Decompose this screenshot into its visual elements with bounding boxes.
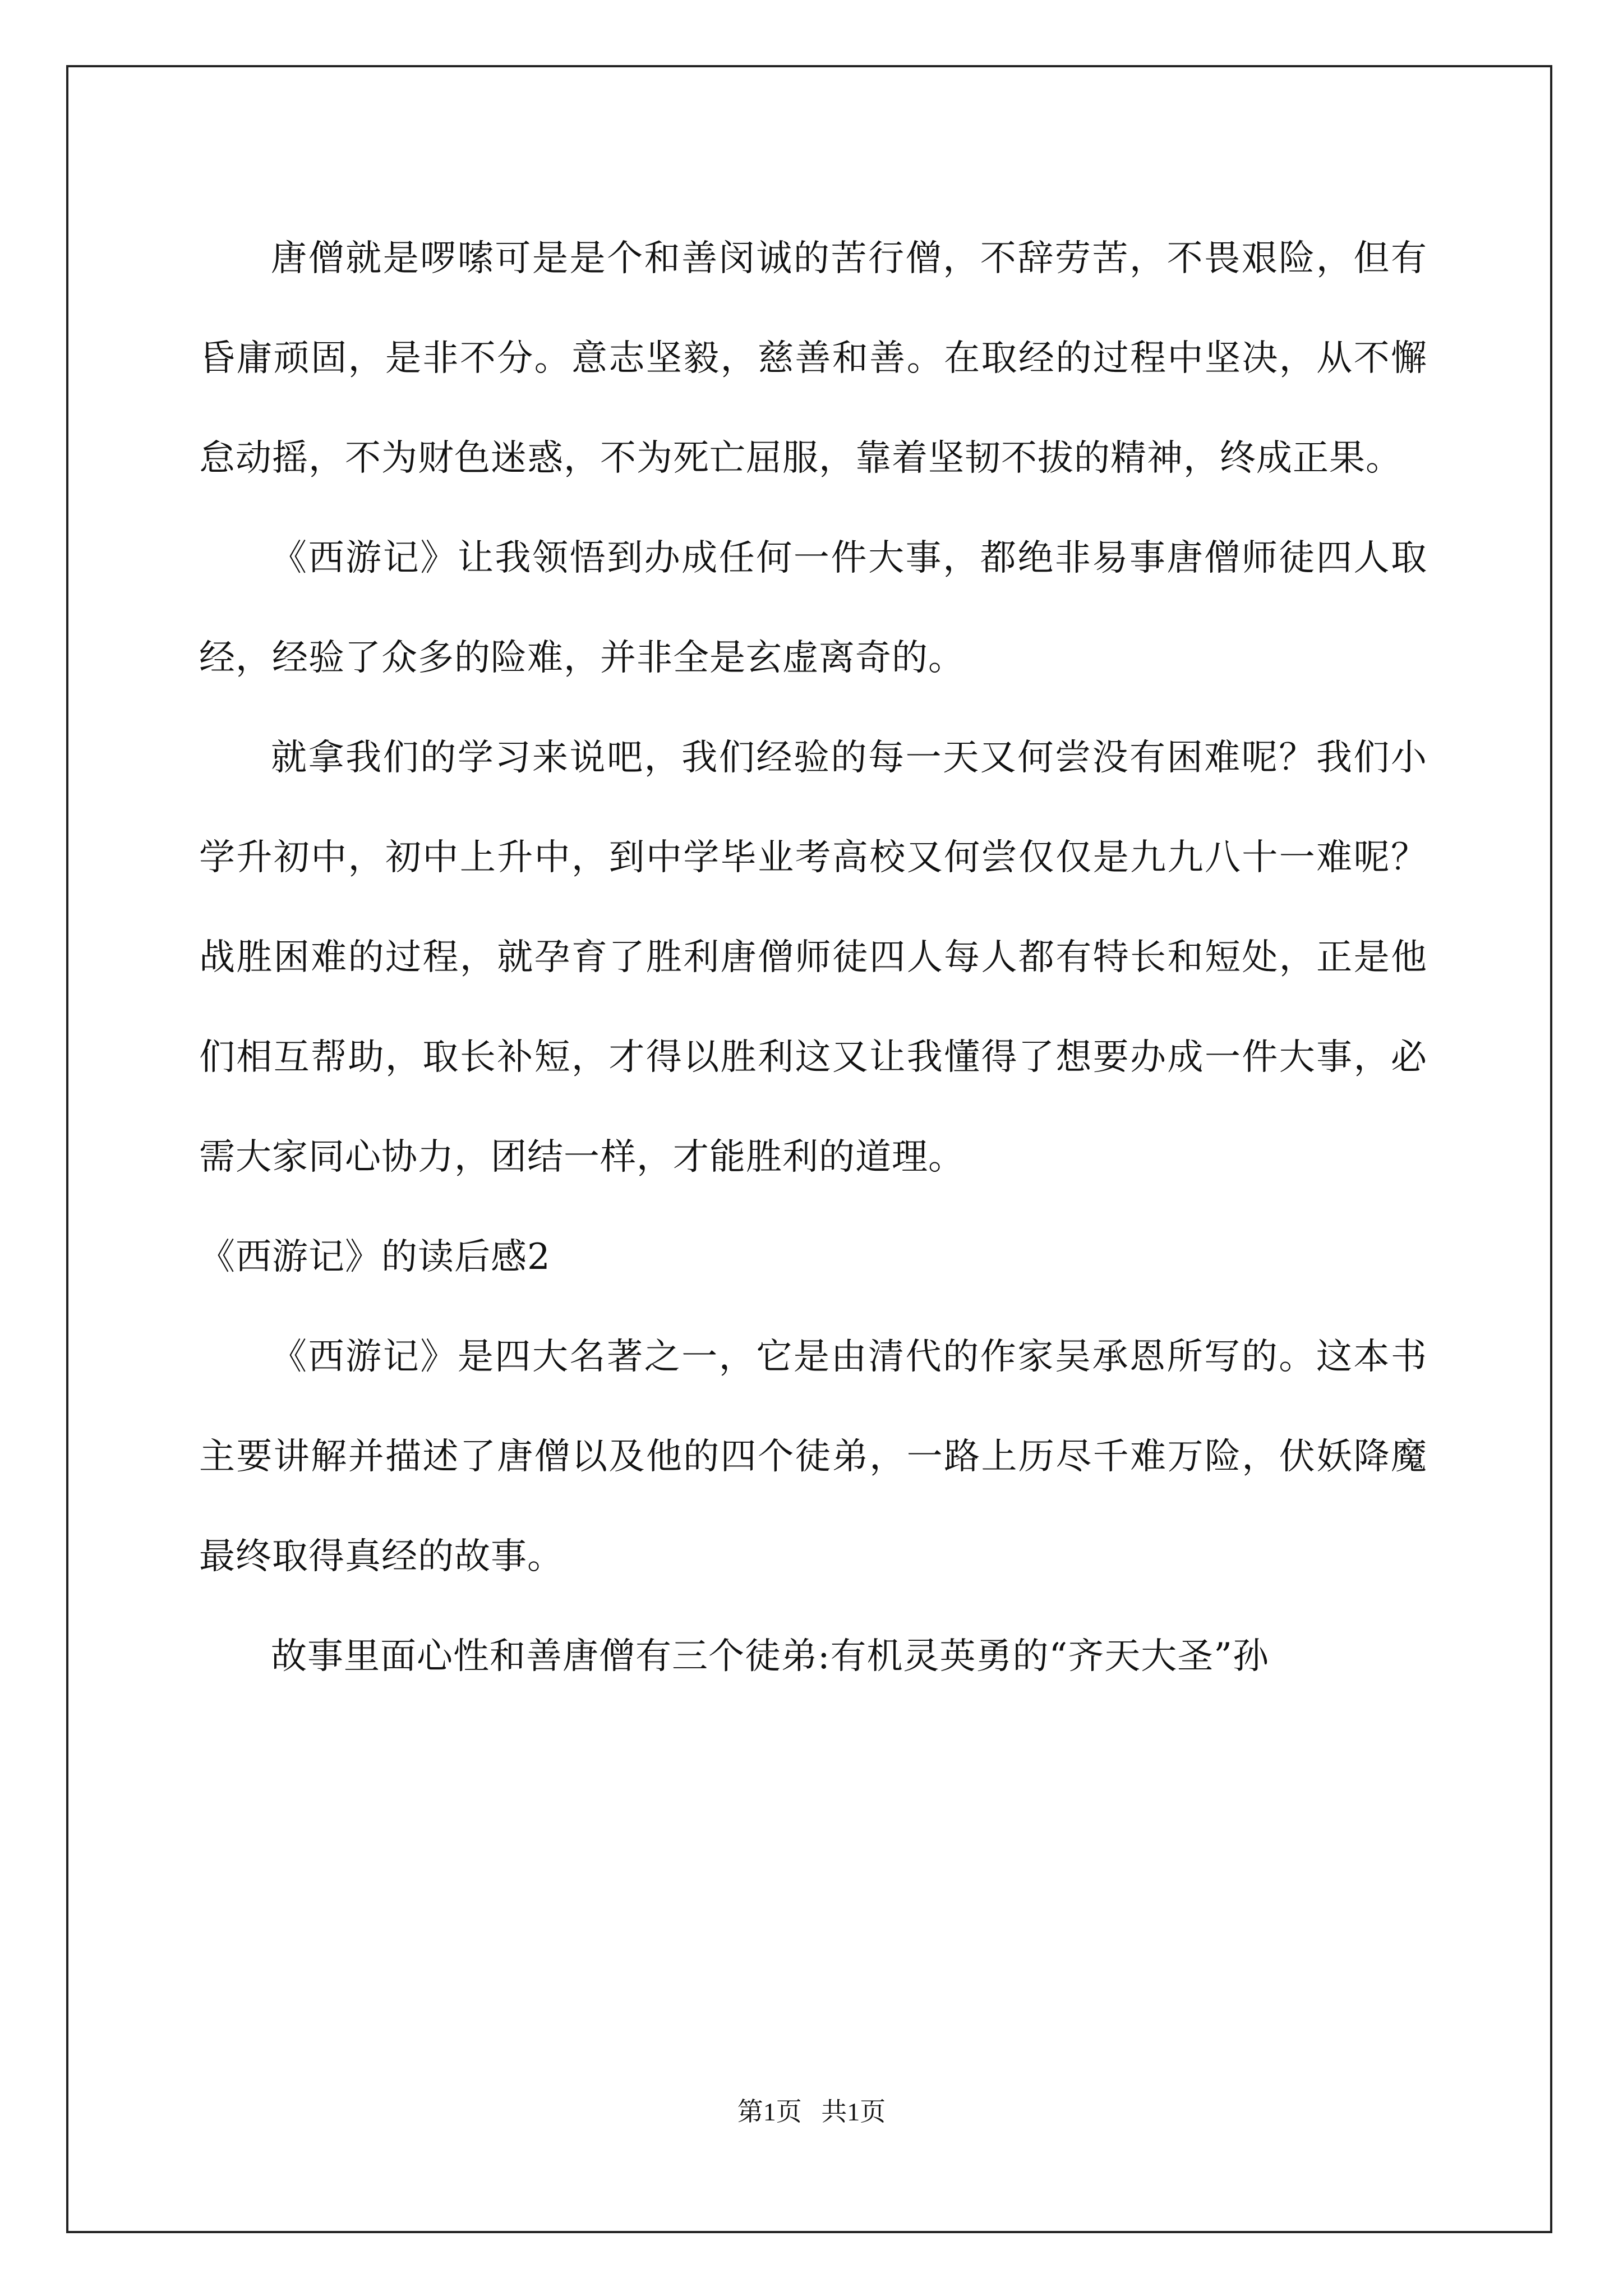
- page-total: 共1页: [821, 2097, 886, 2126]
- paragraph: 《西游记》是四大名著之一，它是由清代的作家吴承恩所写的。这本书主要讲解并描述了唐僧以及他的四个徒弟，一路上历尽千难万险，伏妖降魔最终取得真经的故事。: [199, 1336, 1427, 1577]
- page-footer: [0, 2091, 1623, 2128]
- paragraph: 唐僧就是啰嗦可是是个和善闵诚的苦行僧，不辞劳苦，不畏艰险，但有昏庸顽固，是非不分。意志坚毅，慈善和善。在取经的过程中坚决，从不懈怠动摇，不为财色迷惑，不为死亡屈服，靠着坚韧不拔的精神，终成正果。: [199, 238, 1427, 479]
- paragraph: 故事里面心性和善唐僧有三个徒弟:有机灵英勇的“齐天大圣”孙: [271, 1636, 1269, 1677]
- page-number: 第1页: [737, 2097, 802, 2126]
- footer-spacer: [802, 2097, 822, 2126]
- paragraph: 就拿我们的学习来说吧，我们经验的每一天又何尝没有困难呢？我们小学升初中，初中上升中，到中学毕业考高校又何尝仅仅是九九八十一难呢？战胜困难的过程，就孕育了胜利唐僧师徒四人每人都有特长和短处，正是他们相互帮助，取长补短，才得以胜利这又让我懂得了想要办成一件大事，必需大家同心协力，团结一样，才能胜利的道理。: [199, 737, 1427, 1178]
- section-title: 《西游记》的读后感2: [199, 1236, 551, 1278]
- document-body: [199, 209, 1427, 1706]
- paragraph: 《西游记》让我领悟到办成任何一件大事，都绝非易事唐僧师徒四人取经，经验了众多的险难，并非全是玄虚离奇的。: [199, 537, 1427, 679]
